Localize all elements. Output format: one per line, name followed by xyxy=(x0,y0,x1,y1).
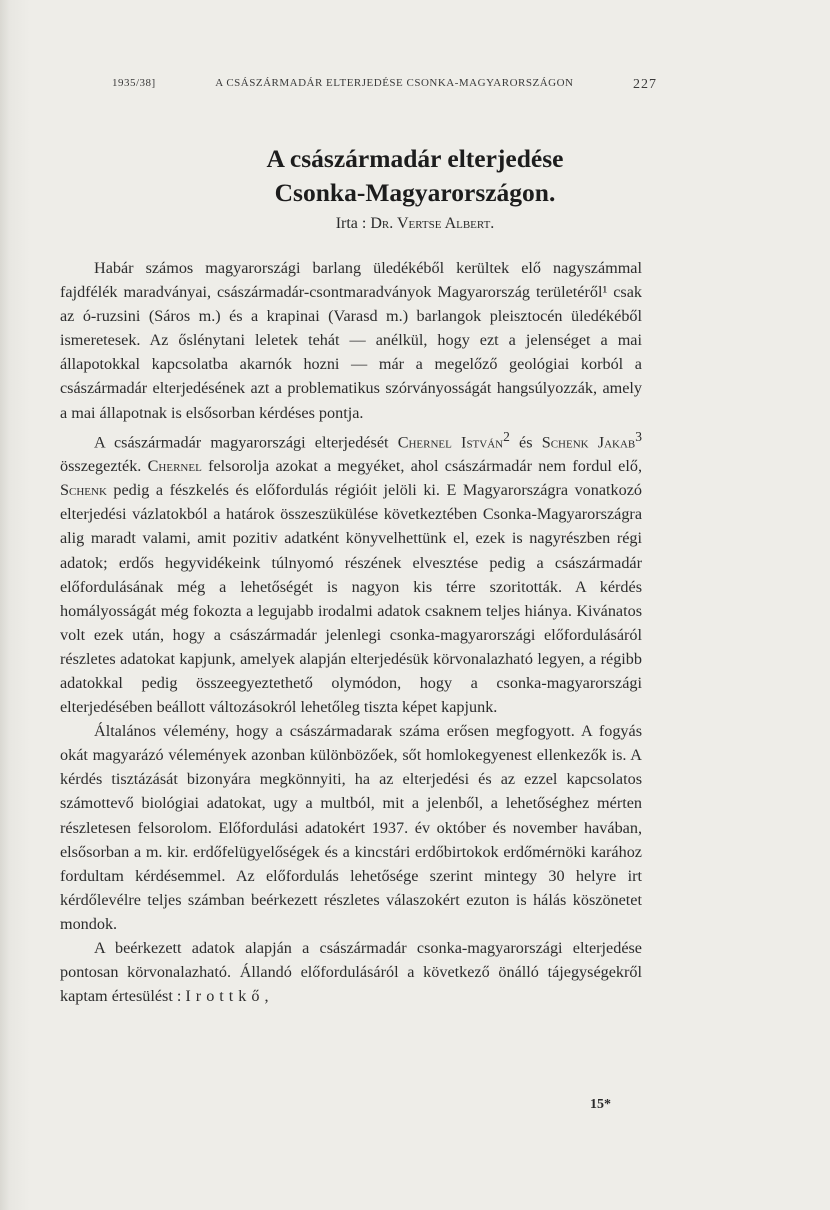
running-header xyxy=(112,77,657,93)
page-number: 227 xyxy=(632,77,657,92)
paragraph-2 xyxy=(60,425,642,720)
paragraph-2-text-d: felsorolja azokat a megyéket, ahol császármadár nem fordul elő, xyxy=(201,457,642,476)
title-line-1: A császármadár elterjedése xyxy=(266,144,564,173)
person-chernel: Chernel xyxy=(147,457,202,476)
article-title xyxy=(100,142,730,210)
article-body xyxy=(60,256,642,1008)
paragraph-2-text-c: összegezték. xyxy=(60,457,148,476)
byline xyxy=(100,215,730,233)
byline-prefix: Irta : xyxy=(335,215,371,232)
person-chernel-istvan: Chernel István xyxy=(397,433,504,452)
header-title: A CSÁSZÁRMADÁR ELTERJEDÉSE CSONKA-MAGYARORSZÁGON xyxy=(215,77,574,89)
paragraph-2-text-a: A császármadár magyarországi elterjedését xyxy=(94,433,398,452)
paragraph-1: Habár számos magyarországi barlang üledékéből kerültek elő nagyszámmal fajdfélék maradványai, császármadár-csontmaradványok Magyarország területéről¹ csak az ó-ruzsini (Sáros m.) és a krapinai (Varasd m.) barlangok pleisztocén üledékéből ismeretesek. Az őslénytani leletek tehát — anélkül, hogy ezt a jelenséget a mai állapotokkal kapcsolatba akarnók hozni — már a megelőző geológiai korból a császármadár elterjedésének azt a problematikus szórványosságát hangsúlyozzák, amely a mai állapotnak is elsősorban kérdéses pontja. xyxy=(60,259,642,422)
place-irottko: Irottkő xyxy=(185,987,265,1006)
footnote-ref-3: 3 xyxy=(635,428,643,444)
author-name: Dr. Vertse Albert. xyxy=(370,215,495,232)
paragraph-4-end: , xyxy=(264,987,269,1006)
signature-mark: 15* xyxy=(590,1097,611,1112)
paragraph-3: Általános vélemény, hogy a császármadarak száma erősen megfogyott. A fogyás okát magyarázó vélemények azonban különbözőek, sőt homlokegyenest ellenkezők is. A kérdés tisztázását bizonyára megkönnyiti, ha az elterjedési és az ezzel kapcsolatos számottevő biológiai adatokat, ugy a multból, mit a jelenből, a lehetőséghez mérten részletesen felsorolom. Előfordulási adatokért 1937. év október és november havában, elsősorban a m. kir. erdőfelügyelőségek és a kincstári erdőbirtokok erdőmérnöki karához fordultam kérdésemmel. Az előfordulás lehetősége szerint mintegy 30 helyre irt kérdőlevélre teljes számban beérkezett részletes válaszokért ezuton is hálás köszönetet mondok. xyxy=(60,722,642,933)
person-schenk: Schenk xyxy=(60,481,107,500)
person-schenk-jakab: Schenk Jakab xyxy=(541,433,636,452)
footnote-ref-2: 2 xyxy=(503,428,510,444)
paragraph-4 xyxy=(60,936,642,1008)
paragraph-4-text: A beérkezett adatok alapján a császármadár csonka-magyarországi elterjedése pontosan körvonalazható. Állandó előfordulásáról a következő önálló tájegységekről kaptam értesülést : xyxy=(60,939,642,1006)
paragraph-2-text-b: és xyxy=(509,433,542,452)
paragraph-2-text-e: pedig a fészkelés és előfordulás régióit jelöli ki. E Magyarországra vonatkozó elterjedési vázlatokból a határok összeszükülése következtében Csonka-Magyarországra alig maradt valami, amit pozitiv adatként könyvelhettünk el, ezek is nagyrészben régi adatok; erdős hegyvidékeink túlnyomó részének elvesztése pedig a császármadár előfordulásának még a lehetőségét is nagyon kis térre szoritották. A kérdés homályosságát még fokozta a legujabb irodalmi adatok csaknem teljes hiánya. Kivánatos volt ezek után, hogy a császármadár jelenlegi csonka-magyarországi előfordulásáról részletes adatokat kapjunk, amelyek alapján elterjedésük körvonalazható legyen, a régibb adatokkal pedig összeegyeztethető olymódon, hogy a csonka-magyarországi elterjedésében beállott változásokról lehetőleg tiszta képet kapjunk. xyxy=(60,481,642,717)
header-volume: 1935/38] xyxy=(112,77,156,89)
title-line-2: Csonka-Magyarországon. xyxy=(274,178,556,207)
